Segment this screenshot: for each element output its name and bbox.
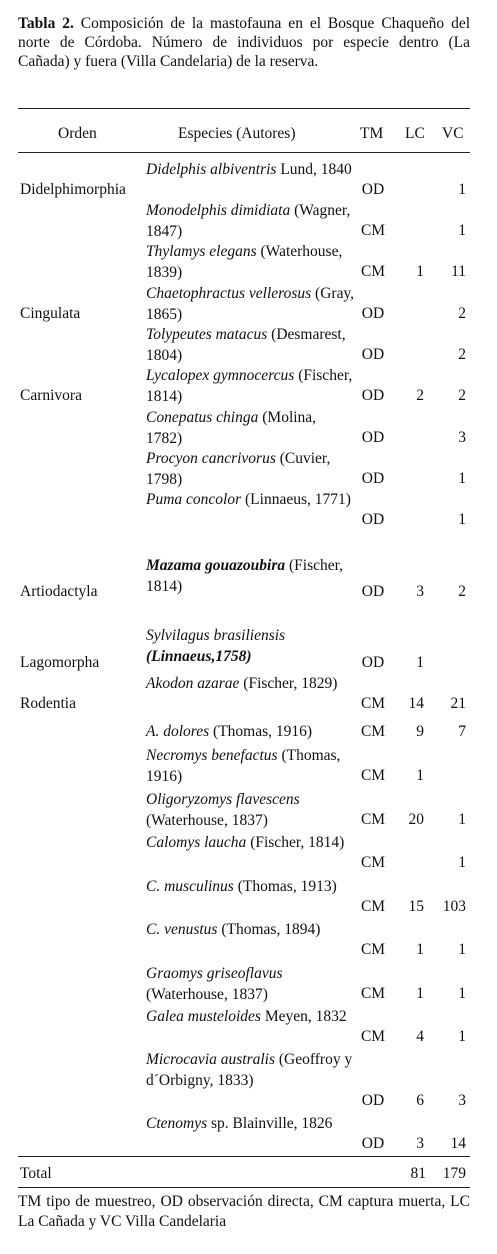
header-tm: TM xyxy=(360,125,384,142)
species-author: (Thomas, 1916) xyxy=(146,747,341,785)
species-cell xyxy=(146,833,356,854)
tm-cell: OD xyxy=(361,429,385,446)
species-name: Mazama gouazoubira xyxy=(146,557,286,574)
tm-cell: OD xyxy=(361,305,385,322)
species-name: Puma concolor xyxy=(146,491,242,508)
lc-cell: 6 xyxy=(416,1092,424,1109)
tm-cell: OD xyxy=(361,470,385,487)
species-name: Oligoryzomys flavescens xyxy=(146,791,300,808)
species-author: (Geoffroy y d´Orbigny, 1833) xyxy=(146,1051,353,1089)
tm-cell: OD xyxy=(361,346,385,363)
species-name: Tolypeutes matacus xyxy=(146,326,268,343)
orden-label: Artiodactyla xyxy=(20,583,98,600)
species-name: Calomys laucha xyxy=(146,834,247,851)
species-cell xyxy=(146,408,356,449)
species-author: (Cuvier, 1798) xyxy=(146,450,331,488)
vc-cell: 1 xyxy=(458,222,466,239)
lc-cell: 3 xyxy=(416,1135,424,1152)
tm-cell: CM xyxy=(360,723,386,740)
orden-label: Cingulata xyxy=(20,305,81,322)
lc-cell: 14 xyxy=(408,695,424,712)
species-author: (Fischer, 1814) xyxy=(146,557,344,595)
species-author: (Fischer, 1829) xyxy=(239,675,338,692)
lc-cell: 4 xyxy=(416,1028,424,1045)
tm-cell: OD xyxy=(361,583,385,600)
caption-label: Tabla 2. xyxy=(18,15,74,32)
species-author: (Linnaeus,1758) xyxy=(146,647,252,665)
species-author: (Molina, 1782) xyxy=(146,409,317,447)
species-cell xyxy=(146,1114,356,1135)
total-top-rule xyxy=(18,1156,470,1157)
species-cell xyxy=(146,920,356,941)
lc-cell: 1 xyxy=(416,263,424,280)
vc-cell: 3 xyxy=(458,429,466,446)
species-cell xyxy=(146,1007,356,1028)
species-name: Didelphis albiventris xyxy=(146,161,277,178)
orden-label: Carnivora xyxy=(20,387,82,404)
tm-cell: OD xyxy=(361,511,385,528)
lc-cell: 1 xyxy=(416,767,424,784)
vc-cell: 1 xyxy=(458,985,466,1002)
lc-cell: 3 xyxy=(416,583,424,600)
total-label: Total xyxy=(20,1165,52,1182)
species-cell xyxy=(146,1050,356,1091)
species-cell xyxy=(146,325,356,366)
species-cell xyxy=(146,366,356,407)
caption-text: Composición de la mastofauna en el Bosque Chaqueño del norte de Córdoba. Número de individuos por especie dentro (La Cañada) y fuera (Villa Candelaria) de la reserva. xyxy=(18,15,471,70)
species-author: sp. Blainville, 1826 xyxy=(207,1115,333,1132)
tm-cell: CM xyxy=(360,941,386,958)
total-lc: 81 xyxy=(410,1165,426,1182)
vc-cell: 2 xyxy=(458,387,466,404)
lc-cell: 9 xyxy=(416,723,424,740)
table-footnote: TM tipo de muestreo, OD observación directa, CM captura muerta, LC La Cañada y VC Villa Candelaria xyxy=(18,1193,470,1230)
species-cell xyxy=(146,449,356,490)
species-author: (Wagner, 1847) xyxy=(146,202,351,240)
species-author: (Fischer, 1814) xyxy=(246,834,345,851)
species-cell xyxy=(146,626,356,667)
tm-cell: CM xyxy=(360,263,386,280)
species-name: Microcavia australis xyxy=(146,1051,276,1068)
lc-cell: 1 xyxy=(416,941,424,958)
vc-cell: 2 xyxy=(458,346,466,363)
species-author: (Thomas, 1894) xyxy=(217,921,321,938)
header-vc: VC xyxy=(442,125,464,142)
top-rule xyxy=(18,108,470,109)
vc-cell: 21 xyxy=(450,695,466,712)
species-author: (Waterhouse, 1839) xyxy=(146,243,343,281)
tm-cell: CM xyxy=(360,811,386,828)
vc-cell: 1 xyxy=(458,811,466,828)
species-name: Lycalopex gymnocercus xyxy=(146,367,295,384)
vc-cell: 103 xyxy=(442,898,466,915)
species-name: Monodelphis dimidiata xyxy=(146,202,291,219)
orden-label: Lagomorpha xyxy=(20,654,100,671)
header-orden: Orden xyxy=(58,125,97,142)
vc-cell: 11 xyxy=(451,263,466,280)
species-author: (Waterhouse, 1837) xyxy=(146,811,268,829)
vc-cell: 1 xyxy=(458,941,466,958)
header-lc: LC xyxy=(405,125,425,142)
tm-cell: OD xyxy=(361,1135,385,1152)
vc-cell: 1 xyxy=(458,1028,466,1045)
vc-cell: 2 xyxy=(458,583,466,600)
species-name: Galea musteloides xyxy=(146,1008,261,1025)
vc-cell: 1 xyxy=(458,470,466,487)
species-name: Necromys benefactus xyxy=(146,747,278,764)
vc-cell: 2 xyxy=(458,305,466,322)
vc-cell: 1 xyxy=(458,511,466,528)
species-cell xyxy=(146,284,356,325)
lc-cell: 15 xyxy=(408,898,424,915)
vc-cell: 1 xyxy=(458,181,466,198)
vc-cell: 7 xyxy=(458,723,466,740)
species-name: Graomys griseoflavus xyxy=(146,965,283,982)
species-name: Sylvilagus brasiliensis xyxy=(146,627,286,644)
species-cell xyxy=(146,242,356,283)
species-name: Chaetophractus vellerosus xyxy=(146,285,312,302)
tm-cell: CM xyxy=(360,222,386,239)
species-cell xyxy=(146,790,356,831)
total-vc: 179 xyxy=(442,1165,466,1182)
species-author: Lund, 1840 xyxy=(276,161,352,178)
tm-cell: CM xyxy=(360,985,386,1002)
tm-cell: OD xyxy=(361,387,385,404)
species-author: Meyen, 1832 xyxy=(260,1008,347,1025)
species-author: (Linnaeus, 1771) xyxy=(241,491,351,508)
bottom-rule xyxy=(18,1187,470,1188)
species-name: Ctenomys xyxy=(146,1115,208,1132)
species-cell xyxy=(146,877,356,898)
species-cell xyxy=(146,160,356,181)
species-name: A. dolores xyxy=(146,723,210,740)
species-author: (Thomas, 1913) xyxy=(233,878,337,895)
orden-label: Rodentia xyxy=(20,695,76,712)
header-rule xyxy=(18,152,470,153)
species-name: Procyon cancrivorus xyxy=(146,450,276,467)
lc-cell: 20 xyxy=(408,811,424,828)
species-cell xyxy=(146,674,356,695)
species-name: Akodon azarae xyxy=(146,675,240,692)
tm-cell: CM xyxy=(360,767,386,784)
species-author: (Gray, 1865) xyxy=(146,285,355,323)
vc-cell: 3 xyxy=(458,1092,466,1109)
table-caption xyxy=(18,14,470,71)
tm-cell: OD xyxy=(361,1092,385,1109)
species-author: (Desmarest, 1804) xyxy=(146,326,346,364)
lc-cell: 2 xyxy=(416,387,424,404)
lc-cell: 1 xyxy=(416,985,424,1002)
species-cell xyxy=(146,201,356,242)
species-cell xyxy=(146,964,356,1005)
tm-cell: OD xyxy=(361,181,385,198)
species-name: Thylamys elegans xyxy=(146,243,257,260)
species-cell xyxy=(146,746,356,787)
species-name: C. musculinus xyxy=(146,878,234,895)
lc-cell: 1 xyxy=(416,654,424,671)
orden-label: Didelphimorphia xyxy=(20,181,126,198)
vc-cell: 14 xyxy=(450,1135,466,1152)
vc-cell: 1 xyxy=(458,854,466,871)
species-author: (Waterhouse, 1837) xyxy=(146,985,268,1003)
species-cell xyxy=(146,556,356,597)
tm-cell: CM xyxy=(360,1028,386,1045)
tm-cell: OD xyxy=(361,654,385,671)
species-cell xyxy=(146,722,356,743)
species-name: C. venustus xyxy=(146,921,218,938)
species-author: (Thomas, 1916) xyxy=(209,723,313,740)
tm-cell: CM xyxy=(360,854,386,871)
species-author: (Fischer, 1814) xyxy=(146,367,353,405)
species-cell xyxy=(146,490,356,511)
header-especies: Especies (Autores) xyxy=(178,125,296,142)
tm-cell: CM xyxy=(360,898,386,915)
tm-cell: CM xyxy=(360,695,386,712)
species-name: Conepatus chinga xyxy=(146,409,259,426)
